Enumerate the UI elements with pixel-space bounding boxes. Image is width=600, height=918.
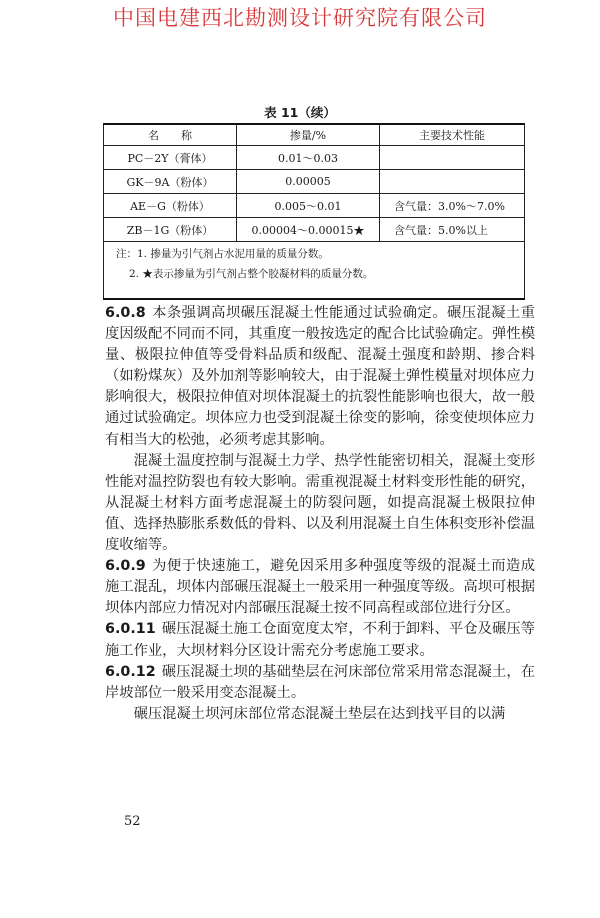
table-row	[104, 170, 525, 194]
cell-performance	[380, 146, 525, 170]
clause-number: 6.0.11	[105, 621, 156, 638]
cell-performance: 含气量：3.0%～7.0%	[380, 194, 525, 218]
column-header-performance: 主要技术性能	[380, 124, 525, 146]
cell-dosage: 0.00005	[237, 170, 380, 194]
table-caption: 表 11（续）	[264, 105, 336, 120]
clause-text: 碾压混凝土施工仓面宽度太窄，不利于卸料、平仓及碾压等施工作业，大坝材料分区设计需充分考虑施工要求。	[105, 621, 535, 659]
table-note-2: 2. ★表示掺量为引气剂占整个胶凝材料的质量分数。	[129, 268, 374, 280]
table-row	[104, 218, 525, 242]
table-notes-row	[104, 242, 525, 300]
watermark: 中国电建西北勘测设计研究院有限公司	[113, 6, 487, 30]
clause-6-0-8	[105, 303, 535, 451]
page-number: 52	[124, 814, 141, 829]
cell-dosage: 0.005～0.01	[237, 194, 380, 218]
table-row	[104, 194, 525, 218]
cell-name: PC－2Y（膏体）	[104, 146, 237, 170]
clause-text: 碾压混凝土坝的基础垫层在河床部位常采用常态混凝土，在岸坡部位一般采用变态混凝土。	[105, 663, 535, 701]
clause-number: 6.0.12	[105, 663, 156, 680]
table-notes	[104, 242, 525, 300]
admixture-table	[103, 123, 525, 300]
cell-dosage: 0.00004～0.00015★	[237, 218, 380, 242]
clause-6-0-11	[105, 619, 535, 661]
body-text	[105, 303, 535, 725]
table-header-row	[104, 124, 525, 146]
column-header-name: 名 称	[104, 124, 237, 146]
cell-dosage: 0.01～0.03	[237, 146, 380, 170]
clause-6-0-9	[105, 556, 535, 619]
clause-text: 为便于快速施工，避免因采用多种强度等级的混凝土而造成施工混乱，坝体内部碾压混凝土一般采用一种强度等级。高坝可根据坝体内部应力情况对内部碾压混凝土按不同高程或部位进行分区。	[105, 558, 535, 617]
paragraph: 碾压混凝土坝河床部位常态混凝土垫层在达到找平目的以满	[133, 705, 506, 722]
cell-name: ZB－1G（粉体）	[104, 218, 237, 242]
table-note-1: 注：1. 掺量为引气剂占水泥用量的质量分数。	[116, 248, 329, 260]
column-header-dosage: 掺量/%	[237, 124, 380, 146]
cell-performance: 含气量：5.0%以上	[380, 218, 525, 242]
cell-performance	[380, 170, 525, 194]
table-row	[104, 146, 525, 170]
clause-number: 6.0.8	[105, 305, 146, 321]
cell-name: GK－9A（粉体）	[104, 170, 237, 194]
cell-name: AE－G（粉体）	[104, 194, 237, 218]
clause-text: 本条强调高坝碾压混凝土性能通过试验确定。碾压混凝土重度因级配不同而不同，其重度一般按选定的配合比试验确定。弹性模量、极限拉伸值等受骨料品质和级配、混凝土强度和龄期、掺合料（如粉煤灰）及外加剂等影响较大，由于混凝土弹性模量对坝体应力影响很大，极限拉伸值对坝体混凝土的抗裂性能影响也很大，故一般通过试验确定。坝体应力也受到混凝土徐变的影响，徐变使坝体应力有相当大的松弛，必须考虑其影响。	[105, 305, 535, 448]
paragraph: 混凝土温度控制与混凝土力学、热学性能密切相关，混凝土变形性能对温控防裂也有较大影响。需重视混凝土材料变形性能的研究，从混凝土材料方面考虑混凝土的防裂问题，如提高混凝土极限拉伸值、选择热膨胀系数低的骨料、以及利用混凝土自生体积变形补偿温度收缩等。	[105, 452, 535, 554]
clause-number: 6.0.9	[105, 558, 146, 575]
clause-6-0-12	[105, 662, 535, 704]
